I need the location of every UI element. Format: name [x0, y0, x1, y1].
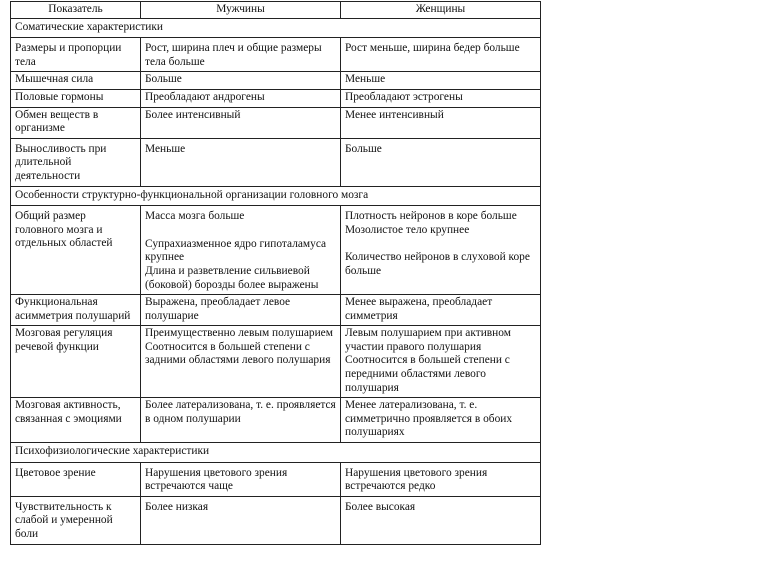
men-cell-line: Супрахиазменное ядро гипоталамуса крупнее [145, 237, 327, 264]
men-cell: Преобладают андрогены [141, 89, 341, 107]
table-row [11, 462, 541, 496]
women-cell [341, 206, 541, 295]
table-row [11, 72, 541, 90]
section-brain: Особенности структурно-функциональной организации головного мозга [11, 186, 541, 206]
table-row [11, 89, 541, 107]
section-psycho: Психофизиологические характеристики [11, 443, 541, 463]
women-cell-line: Мозолистое тело крупнее [345, 223, 470, 236]
men-cell: Выражена, преобладает левое полушарие [141, 295, 341, 326]
table-row [11, 206, 541, 295]
section-row [11, 443, 541, 463]
table-row [11, 326, 541, 398]
table-row [11, 138, 541, 186]
women-cell-line: Соотносится в большей степени с передними областями левого полушария [345, 354, 510, 394]
women-cell-line: Количество нейронов в слуховой коре больше [345, 251, 530, 277]
header-men: Мужчины [141, 2, 341, 19]
indicator-cell: Мозговая регуляция речевой функции [11, 326, 141, 398]
men-cell: Меньше [141, 138, 341, 186]
men-cell-line: Преимущественно левым полушарием [145, 327, 333, 340]
indicator-cell: Половые гормоны [11, 89, 141, 107]
table-row [11, 38, 541, 72]
women-cell: Больше [341, 138, 541, 186]
indicator-cell: Чувствительность к слабой и умеренной боли [11, 496, 141, 544]
indicator-cell: Выносливость при длительной деятельности [11, 138, 141, 186]
men-cell-line: Масса мозга больше [145, 210, 245, 223]
comparison-table [10, 1, 541, 545]
indicator-cell: Обмен веществ в организме [11, 107, 141, 138]
men-cell: Нарушения цветового зрения встречаются чаще [141, 462, 341, 496]
header-women: Женщины [341, 2, 541, 19]
section-row [11, 18, 541, 38]
men-cell-line: Длина и разветвление сильвиевой (боковой) борозды более выражены [145, 264, 319, 291]
header-indicator: Показатель [11, 2, 141, 19]
women-cell: Менее выражена, преобладает симметрия [341, 295, 541, 326]
men-cell: Рост, ширина плеч и общие размеры тела больше [141, 38, 341, 72]
men-cell: Более интенсивный [141, 107, 341, 138]
indicator-cell: Общий размер головного мозга и отдельных областей [11, 206, 141, 295]
table-row [11, 295, 541, 326]
men-cell: Более латерализована, т. е. проявляется в одном полушарии [141, 398, 341, 443]
women-cell-line: Плотность нейронов в коре больше [345, 210, 517, 223]
indicator-cell: Размеры и пропорции тела [11, 38, 141, 72]
section-somatic: Соматические характеристики [11, 18, 541, 38]
women-cell: Менее латерализована, т. е. симметрично проявляется в обоих полушариях [341, 398, 541, 443]
indicator-cell: Мозговая активность, связанная с эмоциями [11, 398, 141, 443]
women-cell-line: Левым полушарием при активном участии правого полушария [345, 327, 511, 353]
women-cell: Меньше [341, 72, 541, 90]
women-cell: Преобладают эстрогены [341, 89, 541, 107]
women-cell: Нарушения цветового зрения встречаются редко [341, 462, 541, 496]
indicator-cell: Функциональная асимметрия полушарий [11, 295, 141, 326]
table-row [11, 398, 541, 443]
indicator-cell: Цветовое зрение [11, 462, 141, 496]
table-row [11, 496, 541, 544]
women-cell [341, 326, 541, 398]
men-cell: Больше [141, 72, 341, 90]
men-cell: Более низкая [141, 496, 341, 544]
women-cell: Более высокая [341, 496, 541, 544]
section-row [11, 186, 541, 206]
women-cell: Рост меньше, ширина бедер больше [341, 38, 541, 72]
men-cell [141, 206, 341, 295]
table-header-row [11, 2, 541, 19]
indicator-cell: Мышечная сила [11, 72, 141, 90]
women-cell: Менее интенсивный [341, 107, 541, 138]
men-cell [141, 326, 341, 398]
table-row [11, 107, 541, 138]
men-cell-line: Соотносится в большей степени с задними областями левого полушария [145, 340, 331, 367]
